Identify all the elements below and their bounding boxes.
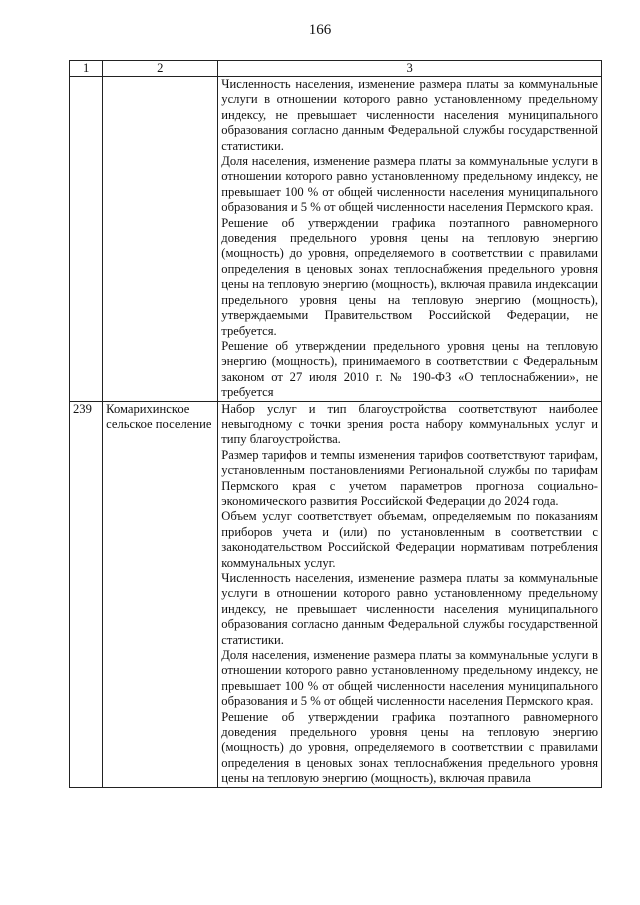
- column-header-1: 1: [70, 61, 103, 77]
- document-table: [69, 60, 602, 788]
- conditions-cell: [218, 77, 602, 402]
- condition-paragraph: Доля населения, изменение размера платы за коммунальные услуги в отношении которого равно установленному предельному индексу, не превышает 100 % от общей численности населения муниципального образования и 5 % от общей численности населения Пермского края.: [221, 154, 598, 215]
- condition-paragraph: Численность населения, изменение размера платы за коммунальные услуги в отношении которого равно установленному предельному индексу, не превышает численности населения муниципального образования согласно данным Федеральной службы государственной статистики.: [221, 571, 598, 647]
- table-header-row: [70, 61, 602, 77]
- column-header-2: 2: [103, 61, 218, 77]
- column-header-3: 3: [218, 61, 602, 77]
- table-row: [70, 401, 602, 787]
- conditions-cell: [218, 401, 602, 787]
- condition-paragraph: Решение об утверждении графика поэтапного равномерного доведения предельного уровня цены на тепловую энергию (мощность) до уровня, определяемого в соответствии с правилами определения в ценовых зонах теплоснабжения предельного уровня цены на тепловую энергию (мощность), включая правила: [221, 709, 598, 786]
- table-row: [70, 77, 602, 402]
- condition-paragraph: Численность населения, изменение размера платы за коммунальные услуги в отношении которого равно установленному предельному индексу, не превышает численности населения муниципального образования согласно данным Федеральной службы государственной статистики.: [221, 77, 598, 153]
- condition-paragraph: Решение об утверждении предельного уровня цены на тепловую энергию (мощность), принимаемого в соответствии с Федеральным законом от 27 июля 2010 г. № 190-ФЗ «О теплоснабжении», не требуется: [221, 338, 598, 400]
- municipality-name: [103, 77, 218, 402]
- condition-paragraph: Доля населения, изменение размера платы за коммунальные услуги в отношении которого равно установленному предельному индексу, не превышает 100 % от общей численности населения муниципального образования и 5 % от общей численности населения Пермского края.: [221, 648, 598, 709]
- row-number: [70, 77, 103, 402]
- condition-paragraph: Решение об утверждении графика поэтапного равномерного доведения предельного уровня цены на тепловую энергию (мощность) до уровня, определяемого в соответствии с правилами определения в ценовых зонах теплоснабжения предельного уровня цены на тепловую энергию (мощность), включая правила индексации предельного уровня цены на тепловую энергию (мощность), утверждаемыми Правительством Российской Федерации, не требуется.: [221, 215, 598, 338]
- municipality-name: Комарихинское сельское поселение: [103, 401, 218, 787]
- condition-paragraph: Размер тарифов и темпы изменения тарифов соответствуют тарифам, установленным постановлениями Региональной службы по тарифам Пермского края с учетом параметров прогноза социально-экономического развития Российской Федерации до 2024 года.: [221, 447, 598, 508]
- page-number: 166: [308, 22, 332, 38]
- condition-paragraph: Набор услуг и тип благоустройства соответствуют наиболее невыгодному с точки зрения роста набору коммунальных услуг и типу благоустройства.: [221, 401, 598, 447]
- row-number: 239: [70, 401, 103, 787]
- condition-paragraph: Объем услуг соответствует объемам, определяемым по показаниям приборов учета и (или) по установленным в соответствии с законодательством Российской Федерации нормативам потребления коммунальных услуг.: [221, 509, 598, 570]
